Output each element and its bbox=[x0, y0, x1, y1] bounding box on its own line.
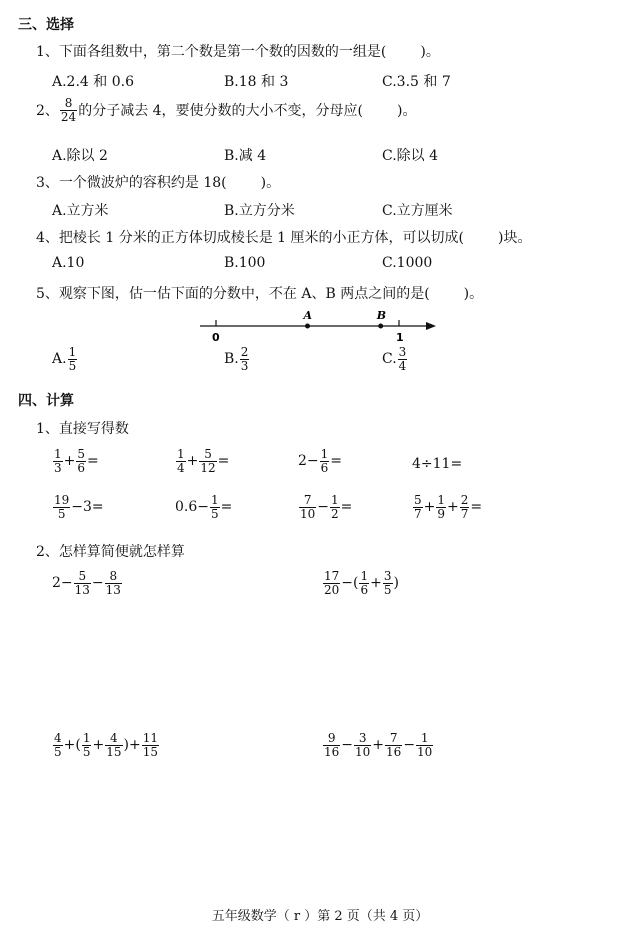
fraction bbox=[416, 732, 433, 758]
numerator: 1 bbox=[331, 493, 339, 507]
question-4-tail: )块。 bbox=[497, 230, 532, 246]
label-point-a: A bbox=[303, 309, 313, 322]
equals-sign: = bbox=[470, 499, 483, 516]
fraction bbox=[460, 494, 470, 520]
fraction bbox=[359, 570, 369, 596]
problem-1 bbox=[52, 570, 123, 596]
numerator: 5 bbox=[74, 570, 91, 584]
fraction bbox=[354, 732, 371, 758]
q5-option-c[interactable] bbox=[382, 346, 408, 372]
equals-sign: = bbox=[87, 453, 99, 470]
operator: + bbox=[447, 499, 459, 516]
fraction bbox=[105, 732, 122, 758]
q1-option-b[interactable]: B.18 和 3 bbox=[224, 74, 289, 90]
expression-3 bbox=[298, 448, 342, 474]
denominator: 9 bbox=[437, 506, 446, 521]
denominator: 10 bbox=[355, 744, 371, 759]
fraction bbox=[330, 494, 340, 520]
question-1-stem: 1、下面各组数中，第二个数是第一个数的因数的一组是( bbox=[36, 44, 387, 60]
expression-6 bbox=[175, 494, 232, 520]
denominator: 6 bbox=[360, 582, 369, 597]
equals-sign: = bbox=[217, 453, 230, 470]
number-line bbox=[196, 306, 442, 346]
question-1 bbox=[36, 41, 440, 61]
problem-3 bbox=[52, 732, 160, 758]
numerator: 3 bbox=[398, 345, 407, 359]
denominator: 6 bbox=[77, 460, 86, 475]
denominator: 15 bbox=[106, 744, 122, 759]
q4-option-a[interactable]: A.10 bbox=[52, 255, 85, 271]
numerator: 5 bbox=[77, 447, 86, 461]
close-paren: ) bbox=[393, 575, 399, 592]
fraction bbox=[68, 346, 78, 372]
numerator: 8 bbox=[60, 97, 77, 111]
operator: + bbox=[372, 737, 385, 754]
fraction bbox=[176, 448, 186, 474]
denominator: 16 bbox=[386, 744, 402, 759]
fraction bbox=[105, 570, 122, 596]
denominator: 12 bbox=[200, 460, 216, 475]
q2-option-a[interactable]: A.除以 2 bbox=[52, 148, 108, 164]
denominator: 5 bbox=[82, 744, 91, 759]
denominator: 15 bbox=[142, 744, 158, 759]
expression-lead: 2− bbox=[298, 453, 319, 470]
question-5-stem: 5、观察下图，估一估下面的分数中，不在 A、B 两点之间的是( bbox=[36, 286, 430, 302]
numerator: 1 bbox=[360, 569, 369, 583]
question-5-tail: )。 bbox=[463, 286, 484, 302]
denominator: 20 bbox=[324, 582, 340, 597]
problem-2 bbox=[322, 570, 399, 596]
fraction bbox=[53, 448, 63, 474]
operator: +( bbox=[63, 737, 81, 754]
problem-4 bbox=[322, 732, 434, 758]
operator: −( bbox=[341, 575, 359, 592]
numerator: 2 bbox=[460, 493, 469, 507]
q1-option-a[interactable]: A.2.4 和 0.6 bbox=[52, 74, 134, 90]
equals-sign: = bbox=[330, 453, 343, 470]
numerator: 4 bbox=[105, 732, 122, 746]
fraction bbox=[74, 570, 91, 596]
operator: − bbox=[91, 575, 104, 592]
label-point-b: B bbox=[376, 309, 387, 322]
numerator: 2 bbox=[240, 345, 249, 359]
fraction bbox=[323, 732, 340, 758]
numerator: 8 bbox=[105, 570, 122, 584]
fraction bbox=[436, 494, 446, 520]
question-2-number: 2、 bbox=[36, 103, 59, 120]
numerator: 5 bbox=[414, 493, 422, 507]
denominator: 5 bbox=[57, 506, 66, 521]
operator: − bbox=[341, 737, 354, 754]
page-footer: 五年级数学（ r ）第 2 页（共 4 页） bbox=[211, 909, 429, 924]
numerator: 3 bbox=[383, 569, 392, 583]
q2-option-b[interactable]: B.减 4 bbox=[224, 148, 267, 164]
section-heading-calculation: 四、计算 bbox=[18, 393, 74, 409]
numerator: 7 bbox=[299, 494, 316, 508]
question-3 bbox=[36, 172, 280, 192]
expression-7 bbox=[298, 494, 352, 520]
denominator: 5 bbox=[211, 506, 219, 521]
fraction-8-24 bbox=[60, 97, 77, 123]
fraction bbox=[398, 346, 408, 372]
part-1-heading: 1、直接写得数 bbox=[36, 421, 129, 437]
option-letter: C. bbox=[382, 351, 397, 368]
q5-option-b[interactable] bbox=[224, 346, 250, 372]
denominator: 24 bbox=[60, 109, 77, 124]
numerator: 1 bbox=[437, 493, 446, 507]
question-4 bbox=[36, 227, 531, 247]
fraction bbox=[320, 448, 330, 474]
denominator: 7 bbox=[460, 506, 469, 521]
numerator: 4 bbox=[54, 731, 62, 745]
fraction bbox=[76, 448, 86, 474]
equals-sign: = bbox=[220, 499, 233, 516]
q1-option-c[interactable]: C.3.5 和 7 bbox=[382, 74, 451, 90]
numerator: 7 bbox=[385, 732, 402, 746]
denominator: 5 bbox=[68, 358, 77, 373]
numerator: 1 bbox=[211, 493, 219, 507]
expression-lead: 2− bbox=[52, 575, 73, 592]
fraction bbox=[413, 494, 423, 520]
label-one: 1 bbox=[396, 331, 404, 344]
operator: − bbox=[317, 499, 330, 516]
question-4-stem: 4、把棱长 1 分米的正方体切成棱长是 1 厘米的小正方体，可以切成( bbox=[36, 230, 464, 246]
denominator: 5 bbox=[383, 582, 392, 597]
point-a-dot bbox=[305, 324, 310, 329]
q3-option-c[interactable]: C.立方厘米 bbox=[382, 203, 453, 219]
numerator: 1 bbox=[54, 447, 62, 461]
fraction bbox=[383, 570, 393, 596]
denominator: 6 bbox=[320, 460, 329, 475]
arrow-head-icon bbox=[426, 322, 436, 330]
numerator: 11 bbox=[142, 731, 158, 745]
q5-option-a[interactable] bbox=[52, 346, 78, 372]
denominator: 16 bbox=[324, 744, 340, 759]
section-heading-choice: 三、选择 bbox=[18, 17, 74, 33]
q3-option-a[interactable]: A.立方米 bbox=[52, 203, 109, 219]
operator: − bbox=[403, 737, 416, 754]
question-2 bbox=[36, 97, 417, 123]
expression-2 bbox=[175, 448, 229, 474]
q3-option-b[interactable]: B.立方分米 bbox=[224, 203, 295, 219]
numerator: 17 bbox=[324, 569, 340, 583]
numerator: 9 bbox=[323, 732, 340, 746]
denominator: 4 bbox=[398, 358, 407, 373]
fraction bbox=[240, 346, 250, 372]
expression-5 bbox=[52, 494, 104, 520]
numerator: 1 bbox=[177, 447, 185, 461]
numerator: 3 bbox=[354, 732, 371, 746]
operator: + bbox=[370, 575, 382, 592]
point-b-dot bbox=[378, 324, 383, 329]
option-letter: B. bbox=[224, 351, 239, 368]
q4-option-c[interactable]: C.1000 bbox=[382, 255, 433, 271]
numerator: 1 bbox=[68, 345, 77, 359]
equals-sign: = bbox=[340, 499, 353, 516]
numerator: 1 bbox=[320, 447, 329, 461]
denominator: 2 bbox=[331, 506, 339, 521]
expression-4: 4÷11= bbox=[412, 456, 463, 472]
part-2-heading: 2、怎样算简便就怎样算 bbox=[36, 544, 185, 560]
q2-option-c[interactable]: C.除以 4 bbox=[382, 148, 439, 164]
fraction bbox=[53, 732, 63, 758]
operator: )+ bbox=[123, 737, 141, 754]
label-zero: 0 bbox=[212, 331, 220, 344]
fraction bbox=[82, 732, 92, 758]
denominator: 7 bbox=[414, 506, 422, 521]
expression-tail: −3= bbox=[71, 499, 104, 516]
denominator: 10 bbox=[417, 744, 433, 759]
question-2-tail: )。 bbox=[397, 103, 417, 120]
denominator: 13 bbox=[105, 582, 121, 597]
question-2-stem: 的分子减去 4，要使分数的大小不变，分母应( bbox=[78, 103, 364, 120]
fraction bbox=[323, 570, 340, 596]
numerator: 5 bbox=[199, 448, 216, 462]
fraction bbox=[385, 732, 402, 758]
numerator: 1 bbox=[82, 731, 91, 745]
fraction bbox=[53, 494, 70, 520]
expression-1 bbox=[52, 448, 99, 474]
expression-8 bbox=[412, 494, 482, 520]
denominator: 10 bbox=[300, 506, 316, 521]
question-5 bbox=[36, 283, 483, 303]
operator: + bbox=[63, 453, 76, 470]
question-3-tail: )。 bbox=[260, 175, 281, 191]
operator: + bbox=[186, 453, 199, 470]
option-letter: A. bbox=[52, 351, 67, 368]
numerator: 19 bbox=[54, 493, 70, 507]
fraction bbox=[142, 732, 159, 758]
numerator: 1 bbox=[416, 732, 433, 746]
denominator: 3 bbox=[54, 460, 62, 475]
fraction bbox=[299, 494, 316, 520]
operator: + bbox=[423, 499, 436, 516]
fraction bbox=[199, 448, 216, 474]
fraction bbox=[210, 494, 220, 520]
question-3-stem: 3、一个微波炉的容积约是 18( bbox=[36, 175, 227, 191]
q4-option-b[interactable]: B.100 bbox=[224, 255, 266, 271]
denominator: 4 bbox=[177, 460, 185, 475]
denominator: 13 bbox=[74, 582, 90, 597]
denominator: 3 bbox=[240, 358, 249, 373]
operator: + bbox=[92, 737, 105, 754]
denominator: 5 bbox=[54, 744, 62, 759]
expression-lead: 0.6− bbox=[175, 499, 209, 516]
question-1-tail: )。 bbox=[420, 44, 440, 60]
